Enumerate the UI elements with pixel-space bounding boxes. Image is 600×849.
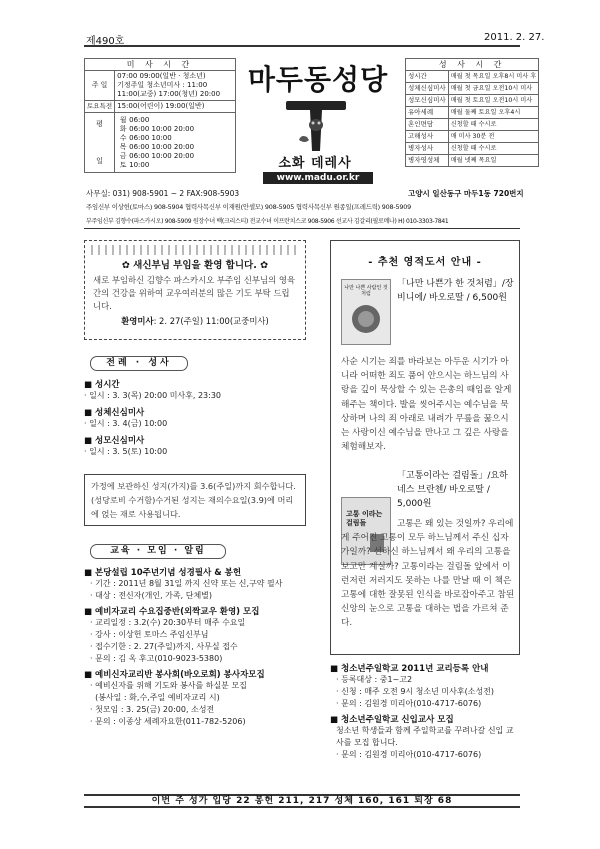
sunday-line: 기정주일 청소년미사 : 11:00 [117,81,208,89]
liturgy-item [84,434,306,458]
weekday-times [115,113,236,173]
education-item-title-text: 본당설립 10주년기념 성경필사 & 봉헌 [95,568,242,578]
palm-notice-text: 가정에 보관하신 성지(가지)를 3.6(주일)까지 회수합니다.(성당로비 수거함)수거된 성지는 재의수요일(3.9)에 머리에 얹는 재로 사용됩니다. [91,481,296,519]
sacrament-row [406,71,539,83]
welcome-mass-value: : 2. 27(주일) 11:00(교중미사) [153,316,269,326]
welcome-box [84,240,306,340]
weekday-row [117,134,233,143]
weekday-day: 월 [119,115,127,124]
weekly-hymns-bar: 이번 주 성가 입당 22 봉헌 211, 217 성체 160, 161 퇴장 68 [84,794,520,808]
youth-item-title [330,713,520,725]
palm-notice-box [84,474,306,526]
issue-number: 제490호 [86,36,125,47]
youth-item-title-text: 청소년주일학교 2011년 교리등록 안내 [341,664,489,674]
sacrament-row [406,143,539,155]
sacrament-value: 매월 첫 목요일 오후8시 미사 후 [448,71,539,83]
church-name: 마두동성당 [247,63,389,96]
education-items [84,566,312,728]
church-address: 고양시 일산동구 마두1동 720번지 [408,189,524,198]
sunday-line: 07:00 09:00(일반 · 청소년) [117,72,206,80]
youth-item [330,713,520,761]
staff-contacts: 부주임신부 김향수(파스카시오) 908-5909 원장수녀 백(크리스티) 전교수녀 이프란치스코 908-5906 선교사 김갈리(필로메나) H) 010-3303-7841 [86,218,449,225]
sacrament-schedule-table [405,58,539,167]
sunday-times [115,71,236,101]
education-item-line: · 문의 : 김 옥 후고(010-9023-5380) [90,654,223,663]
header-bottom-rule [84,228,520,229]
book1-title: 「나만 나쁜가 한 것처럼」/장 비니에/ 바오로딸 / 6,500원 [397,279,514,303]
liturgy-item-title [84,378,306,390]
weekday-row [117,116,233,125]
youth-item-line: · 문의 : 김원경 미리아(010-4717-6076) [336,699,482,708]
mass-schedule-table [84,58,236,173]
sacrament-row [406,107,539,119]
sacrament-row [406,119,539,131]
weekday-time: 06:00 10:00 [129,133,172,142]
welcome-mass [85,315,305,327]
sacrament-value: 신청할 때 수시로 [448,143,539,155]
liturgy-item [84,378,306,402]
liturgy-item-title [84,434,306,446]
office-phone: 사무실: 031) 908-5901 ~ 2 FAX:908-5903 [86,189,240,198]
sacrament-row [406,155,539,167]
education-item-title [84,566,312,578]
weekday-day: 수 [119,133,127,142]
welcome-title: ✿ 새신부님 부임을 환영 합니다. ✿ [121,260,269,271]
sacrament-value: 매월 넷째 목요일 [448,155,539,167]
liturgy-section-title: 전례 · 성사 [90,356,188,371]
education-item-line: · 기간 : 2011년 8월 31일 까지 신약 또는 신,구약 필사 [90,579,283,588]
book1-cover-text: 나만 나쁜 사람인 것처럼 [344,285,388,297]
liturgy-item-title-text: 성체신심미사 [95,408,145,418]
sacrament-label: 유아세례 [406,107,449,119]
mass-schedule-title: 미 사 시 간 [85,59,236,71]
square-bullet-icon: ■ [84,380,95,390]
sacrament-label: 성모신심미사 [406,95,449,107]
youth-item [330,662,520,710]
sacrament-row [406,131,539,143]
education-item-line: · 첫모임 : 3. 25(금) 20:00, 소성전 [90,705,215,714]
youth-item-line: 청소년 학생들과 함께 주일학교를 꾸려나갈 신입 교사를 모집 합니다. [336,726,514,747]
sacrament-label: 병자성사 [406,143,449,155]
saturday-label: 토요특전 [85,101,115,113]
patron-saint: 소화 데레사 [278,156,352,171]
education-item-line: · 예비신자를 위해 기도와 봉사를 하실분 모집 [90,681,247,690]
education-item-line: · 대상 : 전신자(개인, 가족, 단체별) [90,591,213,600]
clergy-contacts: 주임신부 이상헌(토마스) 908-5904 협력사목신부 이재원(안셀모) 908-5905 협력사목신부 원종일(프레드릭) 908-5909 [86,203,411,211]
sacrament-row [406,83,539,95]
welcome-body: 새로 부임하신 김향수 파스카시오 부주임 신부님의 영육간의 건강을 위하여 교우여러분의 많은 기도 부탁 드립니다. [93,275,296,311]
liturgy-item-line: · 일시 : 3. 5(토) 10:00 [84,447,168,456]
education-item-title [84,605,312,617]
square-bullet-icon: ■ [330,715,341,725]
welcome-mass-label: 환영미사 [121,316,154,326]
book2-description: 고통은 왜 있는 것일까? 우리에게 주어진 고통이 모두 하느님께서 주신 십자가일까? 선하신 하느님께서 왜 우리의 고통을 보고만 계실까? 고통이라는 걸림돌 앞에서 이런저런 저러지도 못하는 나를 만날 때 이 책은 고통에 대한 잘못된 인식을 바로잡아주고 참된 신앙의 눈으로 고통을 대하는 법을 가르쳐 준다. [341,519,515,629]
book1-cover [341,279,391,345]
book-recommendation-box [330,240,520,655]
square-bullet-icon: ■ [84,436,95,446]
square-bullet-icon: ■ [84,607,95,617]
sacrament-label: 성체신심미사 [406,83,449,95]
sacrament-value: 매 미사 30분 전 [448,131,539,143]
sacrament-schedule-title: 성 사 시 간 [406,59,539,71]
website-url[interactable]: www.madu.or.kr [263,172,373,184]
weekday-time: 06:00 [129,115,150,124]
sacrament-row [406,95,539,107]
weekday-row [117,161,233,170]
decorative-border [91,245,299,255]
sacrament-value: 매월 첫 금요일 오전10시 미사 [448,83,539,95]
weekday-day: 화 [119,124,127,133]
youth-item-line: · 신청 : 매주 오전 9시 청소년 미사후(소성전) [336,687,495,696]
education-item-line: · 접수기한 : 2. 27(주일)까지, 사무실 접수 [90,642,238,651]
sunday-label: 주 일 [85,71,115,101]
liturgy-item-line: · 일시 : 3. 3(목) 20:00 미사후, 23:30 [84,391,222,400]
weekday-row [117,143,233,152]
weekday-time: 10:00 [129,160,150,169]
sacrament-value: 신청할 때 수시로 [448,119,539,131]
weekday-label-top: 평 [96,119,103,128]
issue-date: 2011. 2. 27. [484,32,545,43]
sunday-line: 11:00(교중) 17:00(청년) 20:00 [117,90,221,98]
saturday-times: 15:00(어린이) 19:00(일반) [115,101,236,113]
square-bullet-icon: ■ [330,664,341,674]
liturgy-item-title [84,406,306,418]
liturgy-item-title-text: 성모신심미사 [95,436,145,446]
square-bullet-icon: ■ [84,568,95,578]
education-item [84,668,312,728]
education-item [84,566,312,602]
sacrament-label: 성시간 [406,71,449,83]
book2-title: 「고통이라는 걸림돌」/요하네스 브란첸/ 바오로딸 / 5,000원 [397,471,508,509]
youth-item-title [330,662,520,674]
liturgy-item [84,406,306,430]
books-title: - 추천 영적도서 안내 - [368,257,482,268]
education-section-title: 교육 · 모임 · 알림 [90,544,226,559]
liturgy-item-line: · 일시 : 3. 4(금) 10:00 [84,419,168,428]
youth-item-line: · 등록대상 : 중1~고2 [336,675,413,684]
youth-item-title-text: 청소년주일학교 신입교사 모집 [341,715,454,725]
book1-cover-illustration-icon [342,299,390,339]
sacrament-label: 혼인면담 [406,119,449,131]
weekday-time: 06:00 10:00 20:00 [129,124,195,133]
square-bullet-icon: ■ [84,670,95,680]
education-item-title-text: 예비신자교리반 봉사회(바오로회) 봉사자모집 [95,670,265,680]
top-rule [84,45,520,47]
sacrament-label: 고해성사 [406,131,449,143]
book2-cover-text: 고통 이라는 걸림돌 [346,510,383,527]
weekday-day: 금 [119,151,127,160]
square-bullet-icon: ■ [84,408,95,418]
sacrament-value: 매월 첫 토요일 오전10시 미사 [448,95,539,107]
sacrament-value: 매월 둘째 토요일 오후4시 [448,107,539,119]
weekday-time: 06:00 10:00 20:00 [129,151,195,160]
weekday-day: 토 [119,160,127,169]
weekday-day: 목 [119,142,127,151]
cross-logo-icon [282,95,352,153]
liturgy-item-title-text: 성시간 [95,380,120,390]
youth-item-line: · 문의 : 김원경 미리아(010-4717-6076) [336,750,482,759]
education-item [84,605,312,665]
weekday-row [117,125,233,134]
youth-items [330,662,520,761]
book1-description: 사순 시기는 죄를 바라보는 아두운 시기가 아니라 어떠한 죄도 품어 안으시는 하느님의 사랑을 깊이 묵상할 수 있는 은총의 때임을 알게 해주는 책이다. 발을 씻어주시는 예수님을 묵상하며 나의 죄 아래로 내려가 무릎을 꿇으시는 사랑이신 예수님을 만나고 그 깊은 사랑을 체험해보자. [341,357,512,453]
weekday-time: 06:00 10:00 20:00 [129,142,195,151]
education-item-line: · 강사 : 이상헌 토마스 주임신부님 [90,630,209,639]
weekday-label-bottom: 일 [96,156,103,165]
liturgy-items [84,378,306,458]
education-item-line: · 문의 : 이종상 세례자요한(011-782-5206) [90,717,246,726]
education-item-title [84,668,312,680]
education-item-line: (봉사일 : 화,수,주일 예비자교리 시) [90,693,220,702]
education-item-line: · 교리일정 : 3.2(수) 20:30부터 매주 수요일 [90,618,246,627]
weekday-label [85,113,115,173]
weekday-row [117,152,233,161]
sacrament-label: 병자영성체 [406,155,449,167]
education-item-title-text: 예비자교리 수요집중반(외짝교우 환영) 모집 [95,607,260,617]
